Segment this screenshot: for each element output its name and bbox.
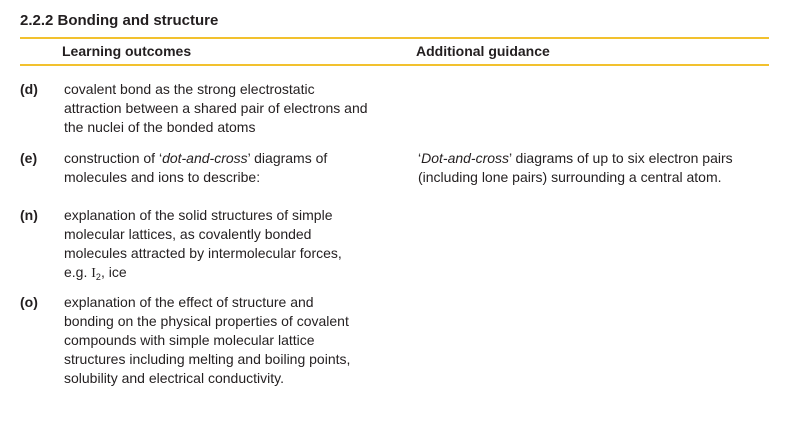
example-prefix: e.g. <box>64 264 92 280</box>
learning-outcome-text <box>64 206 394 283</box>
outcome-text: ’ diagrams of <box>247 150 328 166</box>
outcome-line: attraction between a shared pair of electrons and <box>64 100 368 116</box>
outcome-line: explanation of the effect of structure and <box>64 294 314 310</box>
outcome-line: compounds with simple molecular lattice <box>64 332 315 348</box>
header-learning-outcomes: Learning outcomes <box>62 43 192 59</box>
section-title: 2.2.2 Bonding and structure <box>20 12 219 29</box>
header-additional-guidance: Additional guidance <box>416 43 550 59</box>
outcome-line: bonding on the physical properties of covalent <box>64 313 349 329</box>
guidance-text: ‘ <box>418 150 422 166</box>
row-label: (n) <box>20 207 38 223</box>
guidance-emphasis: Dot-and-cross <box>421 150 510 166</box>
outcome-line: covalent bond as the strong electrostatic <box>64 81 315 97</box>
guidance-line: (including lone pairs) surrounding a central atom. <box>418 169 722 185</box>
outcome-line: structures including melting and boiling points, <box>64 351 351 367</box>
outcome-line: solubility and electrical conductivity. <box>64 370 284 386</box>
outcome-line: the nuclei of the bonded atoms <box>64 119 256 135</box>
outcome-text: construction of ‘ <box>64 150 163 166</box>
row-label: (o) <box>20 294 38 310</box>
example-suffix: , ice <box>100 264 127 280</box>
guidance-text: ’ diagrams of up to six electron pairs <box>509 150 733 166</box>
outcome-line: explanation of the solid structures of simple <box>64 207 333 223</box>
row-label: (d) <box>20 81 38 97</box>
learning-outcome-text <box>64 80 394 137</box>
additional-guidance-text <box>418 149 768 187</box>
row-label: (e) <box>20 150 38 166</box>
learning-outcome-text <box>64 149 394 187</box>
outcome-line <box>64 149 394 168</box>
outcome-emphasis: dot-and-cross <box>162 150 248 166</box>
header-top-rule <box>20 37 769 39</box>
outcome-line: molecules and ions to describe: <box>64 169 261 185</box>
header-bottom-rule <box>20 64 769 66</box>
chemical-subscript: 2 <box>95 272 101 282</box>
learning-outcome-text <box>64 293 394 388</box>
chemical-symbol: I <box>91 266 96 281</box>
outcome-line: molecular lattices, as covalently bonded <box>64 226 312 242</box>
guidance-line <box>418 149 768 168</box>
outcome-example-line <box>64 263 394 283</box>
outcome-line: molecules attracted by intermolecular forces, <box>64 245 342 261</box>
